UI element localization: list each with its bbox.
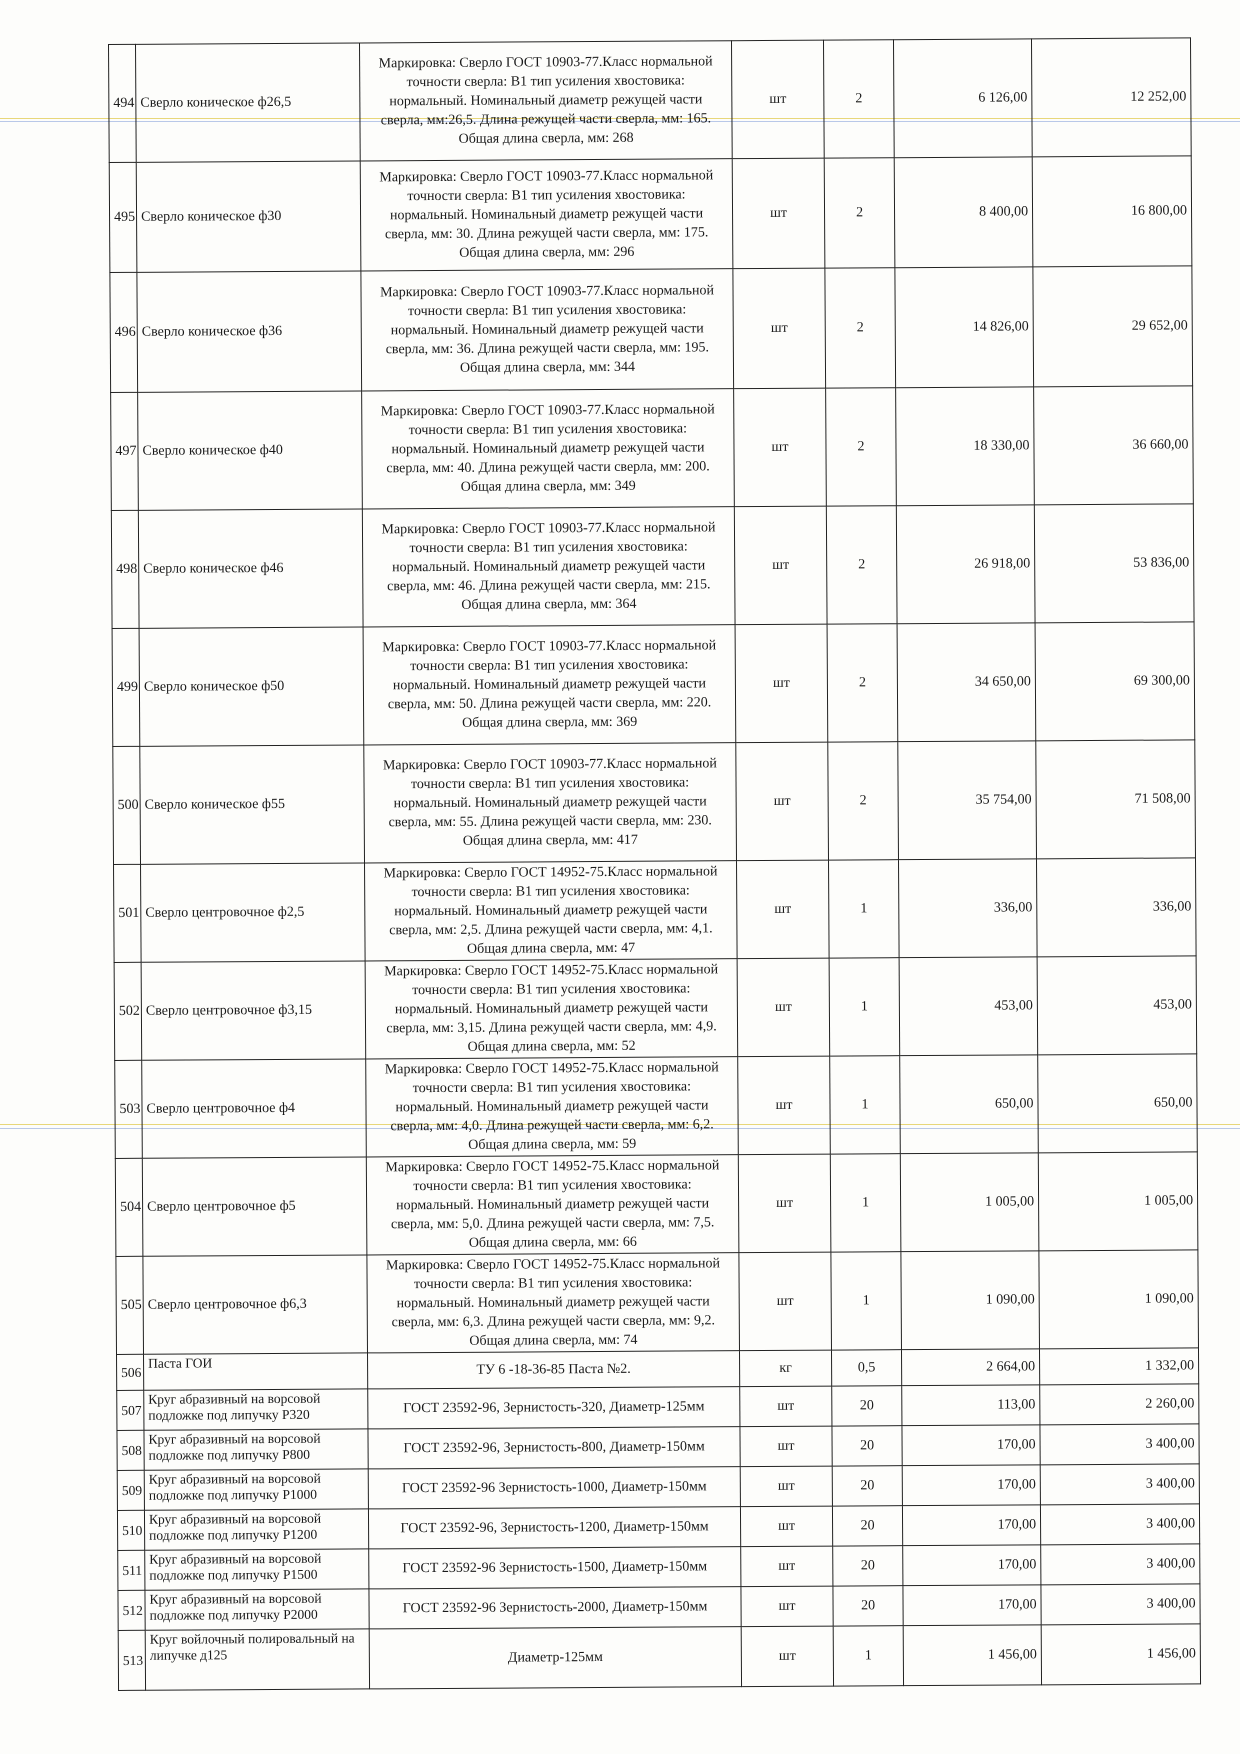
description-line: точности сверла: В1 тип усиления хвостовика: <box>412 981 691 999</box>
description-line: точности сверла: В1 тип усиления хвостовика: <box>413 1275 693 1293</box>
item-description <box>365 959 738 1059</box>
item-name: Сверло коническое ф30 <box>136 161 361 272</box>
description-line: Маркировка: Сверло ГОСТ 10903-77.Класс нормальной <box>382 638 717 656</box>
description-line: Общая длина сверла, мм: 344 <box>459 359 636 376</box>
item-name: Сверло центровочное ф4 <box>142 1059 367 1158</box>
item-description <box>362 507 735 627</box>
description-line: сверла, мм: 50. Длина режущей части сверла, мм: 220. <box>387 695 712 713</box>
item-unit: шт <box>740 1426 832 1467</box>
item-number: 497 <box>111 392 139 510</box>
table-row <box>117 1384 1199 1431</box>
table-row <box>117 1464 1199 1511</box>
table-row <box>114 956 1197 1061</box>
description-line: Маркировка: Сверло ГОСТ 10903-77.Класс нормальной <box>379 168 714 186</box>
item-unit: шт <box>738 1056 831 1155</box>
description-line: нормальный. Номинальный диаметр режущей части <box>392 558 706 576</box>
item-total: 3 400,00 <box>1040 1464 1199 1505</box>
table-row <box>118 1544 1200 1591</box>
description-line: нормальный. Номинальный диаметр режущей части <box>391 440 705 458</box>
description-line: Маркировка: Сверло ГОСТ 10903-77.Класс нормальной <box>378 54 713 72</box>
table-row <box>115 1054 1198 1159</box>
item-unit: шт <box>741 1626 833 1687</box>
table-row <box>110 266 1193 393</box>
item-name: Сверло коническое ф36 <box>137 271 362 392</box>
description-line: точности сверла: В1 тип усиления хвостовика: <box>411 883 690 901</box>
item-quantity: 2 <box>826 388 897 506</box>
description-line: Маркировка: Сверло ГОСТ 10903-77.Класс нормальной <box>381 520 716 538</box>
table-row <box>118 1584 1200 1631</box>
item-total: 1 332,00 <box>1039 1348 1198 1385</box>
item-quantity: 1 <box>829 958 900 1056</box>
description-line: Общая длина сверла, мм: 66 <box>468 1234 637 1251</box>
description-line: Общая длина сверла, мм: 59 <box>468 1136 637 1153</box>
item-price: 170,00 <box>902 1425 1040 1466</box>
description-line: точности сверла: В1 тип усиления хвостовика: <box>412 1079 692 1097</box>
description-line: Общая длина сверла, мм: 47 <box>466 940 636 957</box>
description-line: сверла, мм: 2,5. Длина режущей части сверла, мм: 4,1. <box>389 921 713 939</box>
item-unit: шт <box>739 1252 832 1351</box>
item-total: 2 260,00 <box>1040 1384 1199 1425</box>
item-unit: шт <box>731 40 824 159</box>
item-unit: шт <box>733 268 826 389</box>
table-row <box>109 38 1192 163</box>
description-line: нормальный. Номинальный диаметр режущей части <box>392 676 706 694</box>
item-total: 1 456,00 <box>1041 1624 1200 1685</box>
description-line: сверла, мм: 6,3. Длина режущей части сверла, мм: 9,2. <box>391 1313 716 1331</box>
item-unit: шт <box>738 1154 831 1253</box>
item-description <box>368 1387 740 1429</box>
table-row <box>117 1424 1199 1471</box>
item-name: Сверло коническое ф26,5 <box>136 43 361 162</box>
item-quantity: 0,5 <box>831 1350 901 1386</box>
item-unit: шт <box>734 506 827 625</box>
table-row <box>114 858 1197 963</box>
description-line: ГОСТ 23592-96, Зернистость-800, Диаметр-150мм <box>403 1439 705 1457</box>
item-quantity: 20 <box>833 1546 903 1586</box>
item-price: 170,00 <box>902 1465 1040 1506</box>
item-price: 113,00 <box>902 1385 1040 1426</box>
description-line: Общая длина сверла, мм: 296 <box>459 244 635 261</box>
item-price: 14 826,00 <box>895 267 1034 388</box>
item-unit: шт <box>740 1386 832 1427</box>
item-price: 453,00 <box>899 957 1038 1056</box>
item-number: 499 <box>112 628 140 746</box>
item-total: 650,00 <box>1038 1054 1198 1153</box>
description-line: нормальный. Номинальный диаметр режущей части <box>393 794 707 812</box>
description-line: Маркировка: Сверло ГОСТ 14952-75.Класс нормальной <box>384 1060 719 1078</box>
description-line: Маркировка: Сверло ГОСТ 14952-75.Класс нормальной <box>385 1256 720 1274</box>
item-total: 69 300,00 <box>1035 622 1195 741</box>
item-total: 29 652,00 <box>1033 266 1193 387</box>
item-quantity: 1 <box>828 860 899 958</box>
item-total: 53 836,00 <box>1034 504 1194 623</box>
description-line: сверла, мм: 4,0. Длина режущей части сверла, мм: 6,2. <box>390 1117 714 1135</box>
table-row <box>115 1152 1198 1257</box>
description-line: ГОСТ 23592-96 Зернистость-1500, Диаметр-150мм <box>402 1559 708 1577</box>
table-body <box>109 38 1201 1691</box>
description-line: Общая длина сверла, мм: 364 <box>461 596 637 613</box>
item-number: 494 <box>109 44 137 162</box>
item-unit: шт <box>737 860 830 959</box>
description-line: сверла, мм: 30. Длина режущей части сверла, мм: 175. <box>384 225 709 243</box>
item-name: Сверло центровочное ф6,3 <box>143 1255 368 1354</box>
item-price: 336,00 <box>898 859 1037 958</box>
item-number: 505 <box>116 1256 144 1354</box>
item-description <box>362 389 735 509</box>
description-line: Маркировка: Сверло ГОСТ 14952-75.Класс нормальной <box>384 962 719 980</box>
item-total: 71 508,00 <box>1036 740 1196 859</box>
item-total: 1 005,00 <box>1038 1152 1198 1251</box>
item-price: 26 918,00 <box>896 505 1035 624</box>
item-quantity: 2 <box>827 624 898 742</box>
description-line: точности сверла: В1 тип усиления хвостовика: <box>408 421 688 439</box>
description-line: точности сверла: В1 тип усиления хвостовика: <box>413 1177 692 1195</box>
item-description <box>361 269 734 391</box>
item-name: Круг абразивный на ворсовой подложке под липучку Р320 <box>144 1389 368 1430</box>
item-total: 3 400,00 <box>1041 1584 1200 1625</box>
description-line: сверла, мм: 36. Длина режущей части сверла, мм: 195. <box>385 340 710 358</box>
description-line: нормальный. Номинальный диаметр режущей части <box>395 1098 709 1116</box>
description-line: точности сверла: В1 тип усиления хвостовика: <box>407 302 687 320</box>
item-quantity: 2 <box>823 40 894 158</box>
description-line: нормальный. Номинальный диаметр режущей части <box>394 902 708 920</box>
item-name: Круг абразивный на ворсовой подложке под липучку Р2000 <box>145 1589 369 1630</box>
item-number: 509 <box>117 1470 144 1510</box>
table-row <box>117 1504 1199 1551</box>
description-line: сверла, мм: 40. Длина режущей части сверла, мм: 200. <box>386 459 710 477</box>
item-description <box>364 743 737 863</box>
item-quantity: 2 <box>826 506 897 624</box>
description-line: нормальный. Номинальный диаметр режущей части <box>394 1000 708 1018</box>
item-price: 1 456,00 <box>903 1625 1041 1686</box>
item-quantity: 20 <box>832 1506 902 1546</box>
description-line: Маркировка: Сверло ГОСТ 14952-75.Класс нормальной <box>385 1158 720 1176</box>
item-quantity: 20 <box>832 1426 902 1466</box>
item-price: 1 005,00 <box>900 1153 1039 1252</box>
description-line: сверла, мм: 5,0. Длина режущей части сверла, мм: 7,5. <box>390 1215 715 1233</box>
item-name: Круг абразивный на ворсовой подложке под липучку Р1200 <box>144 1509 368 1550</box>
item-number: 496 <box>110 272 138 392</box>
item-name: Круг абразивный на ворсовой подложке под липучку Р1000 <box>144 1469 368 1510</box>
item-number: 503 <box>115 1060 143 1158</box>
item-number: 504 <box>115 1158 143 1256</box>
description-line: ГОСТ 23592-96 Зернистость-1000, Диаметр-150мм <box>401 1479 707 1497</box>
item-unit: шт <box>741 1546 833 1587</box>
table-row <box>111 386 1194 511</box>
item-total: 3 400,00 <box>1040 1424 1199 1465</box>
item-description <box>365 861 738 961</box>
item-quantity: 2 <box>825 268 896 388</box>
description-line: точности сверла: В1 тип усиления хвостовика: <box>410 775 690 793</box>
item-unit: шт <box>736 742 829 861</box>
item-price: 650,00 <box>900 1055 1039 1154</box>
table-row <box>111 504 1194 629</box>
description-line: точности сверла: В1 тип усиления хвостовика: <box>406 73 685 91</box>
item-name: Круг войлочный полировальный на липучке д125 <box>145 1629 369 1690</box>
description-line: ТУ 6 -18-36-85 Паста №2. <box>476 1361 631 1378</box>
item-price: 35 754,00 <box>898 741 1037 860</box>
item-quantity: 1 <box>831 1252 902 1350</box>
table-row <box>109 156 1192 273</box>
table-row <box>116 1250 1199 1355</box>
item-total: 336,00 <box>1036 858 1196 957</box>
description-line: нормальный. Номинальный диаметр режущей части <box>396 1196 710 1214</box>
description-line: нормальный. Номинальный диаметр режущей части <box>389 206 704 224</box>
item-description <box>359 41 732 161</box>
table-row <box>118 1624 1200 1691</box>
item-name: Сверло центровочное ф2,5 <box>141 863 366 962</box>
description-line: Общая длина сверла, мм: 417 <box>462 832 638 849</box>
description-line: Общая длина сверла, мм: 268 <box>458 130 634 147</box>
item-number: 511 <box>118 1550 145 1590</box>
item-quantity: 1 <box>830 1056 901 1154</box>
item-price: 6 126,00 <box>893 39 1032 158</box>
table-row <box>112 622 1195 747</box>
item-unit: шт <box>740 1506 832 1547</box>
description-line: точности сверла: В1 тип усиления хвостовика: <box>407 187 686 205</box>
item-total: 1 090,00 <box>1039 1250 1199 1349</box>
description-line: ГОСТ 23592-96 Зернистость-2000, Диаметр-150мм <box>402 1599 708 1617</box>
description-line: нормальный. Номинальный диаметр режущей части <box>396 1294 710 1312</box>
item-number: 500 <box>113 746 141 864</box>
description-line: сверла, мм: 55. Длина режущей части сверла, мм: 230. <box>388 813 712 831</box>
item-number: 498 <box>111 510 139 628</box>
item-number: 513 <box>118 1630 145 1690</box>
item-number: 507 <box>117 1390 144 1430</box>
description-line: Маркировка: Сверло ГОСТ 10903-77.Класс нормальной <box>380 402 715 420</box>
item-description <box>360 159 733 271</box>
description-line: сверла, мм: 3,15. Длина режущей части сверла, мм: 4,9. <box>386 1019 717 1037</box>
item-description <box>368 1507 740 1549</box>
item-total: 16 800,00 <box>1032 156 1192 267</box>
item-quantity: 20 <box>832 1386 902 1426</box>
description-line: нормальный. Номинальный диаметр режущей части <box>389 92 703 110</box>
item-description <box>368 1427 740 1469</box>
item-unit: шт <box>732 158 825 269</box>
item-price: 2 664,00 <box>901 1349 1039 1386</box>
item-description <box>366 1057 739 1157</box>
item-number: 510 <box>117 1510 144 1550</box>
description-line: ГОСТ 23592-96, Зернистость-1200, Диаметр-150мм <box>400 1519 709 1537</box>
item-quantity: 1 <box>830 1154 901 1252</box>
item-unit: шт <box>734 388 827 507</box>
item-total: 12 252,00 <box>1031 38 1191 157</box>
item-unit: шт <box>735 624 828 743</box>
item-description <box>366 1155 739 1255</box>
item-name: Сверло коническое ф55 <box>140 745 365 864</box>
item-price: 1 090,00 <box>901 1251 1040 1350</box>
description-line: Общая длина сверла, мм: 74 <box>469 1332 638 1349</box>
table-row <box>113 740 1196 865</box>
item-price: 170,00 <box>903 1585 1041 1626</box>
specification-table <box>108 37 1201 1691</box>
item-total: 36 660,00 <box>1034 386 1194 505</box>
item-name: Круг абразивный на ворсовой подложке под липучку Р1500 <box>145 1549 369 1590</box>
description-line: нормальный. Номинальный диаметр режущей части <box>390 321 704 339</box>
item-quantity: 20 <box>832 1466 902 1506</box>
item-price: 8 400,00 <box>894 157 1033 268</box>
item-name: Паста ГОИ <box>144 1353 368 1390</box>
item-number: 501 <box>114 864 142 962</box>
item-number: 512 <box>118 1590 145 1630</box>
item-unit: кг <box>739 1350 831 1387</box>
item-quantity: 2 <box>828 742 899 860</box>
description-line: Общая длина сверла, мм: 52 <box>467 1038 636 1055</box>
description-line: точности сверла: В1 тип усиления хвостовика: <box>410 657 689 675</box>
item-price: 170,00 <box>902 1505 1040 1546</box>
item-description <box>369 1627 741 1689</box>
item-description <box>363 625 736 745</box>
item-price: 34 650,00 <box>897 623 1036 742</box>
description-line: сверла, мм:26,5. Длина режущей части сверла, мм: 165. <box>380 111 712 129</box>
item-name: Сверло коническое ф40 <box>138 391 363 510</box>
description-line: Общая длина сверла, мм: 349 <box>460 478 636 495</box>
item-number: 495 <box>109 162 137 272</box>
item-total: 3 400,00 <box>1041 1544 1200 1585</box>
item-name: Сверло центровочное ф5 <box>142 1157 367 1256</box>
description-line: Маркировка: Сверло ГОСТ 10903-77.Класс нормальной <box>380 283 715 301</box>
item-quantity: 1 <box>833 1626 903 1686</box>
description-line: Общая длина сверла, мм: 369 <box>462 714 638 731</box>
item-name: Сверло коническое ф46 <box>138 509 363 628</box>
item-description <box>369 1547 741 1589</box>
item-quantity: 2 <box>824 158 895 268</box>
description-line: сверла, мм: 46. Длина режущей части сверла, мм: 215. <box>387 577 711 595</box>
item-unit: шт <box>737 958 830 1057</box>
item-price: 170,00 <box>903 1545 1041 1586</box>
item-description <box>367 1253 740 1353</box>
item-unit: шт <box>740 1466 832 1507</box>
description-line: Диаметр-125мм <box>507 1650 603 1666</box>
item-number: 502 <box>114 962 142 1060</box>
item-number: 506 <box>117 1354 144 1390</box>
description-line: точности сверла: В1 тип усиления хвостовика: <box>409 539 688 557</box>
item-description <box>368 1351 740 1389</box>
item-description <box>369 1587 741 1629</box>
item-price: 18 330,00 <box>896 387 1035 506</box>
description-line: Маркировка: Сверло ГОСТ 14952-75.Класс нормальной <box>383 864 718 882</box>
item-name: Сверло коническое ф50 <box>139 627 364 746</box>
item-quantity: 20 <box>833 1586 903 1626</box>
item-number: 508 <box>117 1430 144 1470</box>
item-total: 453,00 <box>1037 956 1197 1055</box>
item-name: Сверло центровочное ф3,15 <box>141 961 366 1060</box>
item-total: 3 400,00 <box>1040 1504 1199 1545</box>
description-line: Маркировка: Сверло ГОСТ 10903-77.Класс нормальной <box>382 756 717 774</box>
item-description <box>368 1467 740 1509</box>
description-line: ГОСТ 23592-96, Зернистость-320, Диаметр-125мм <box>403 1399 705 1417</box>
item-name: Круг абразивный на ворсовой подложке под липучку Р800 <box>144 1429 368 1470</box>
item-unit: шт <box>741 1586 833 1627</box>
